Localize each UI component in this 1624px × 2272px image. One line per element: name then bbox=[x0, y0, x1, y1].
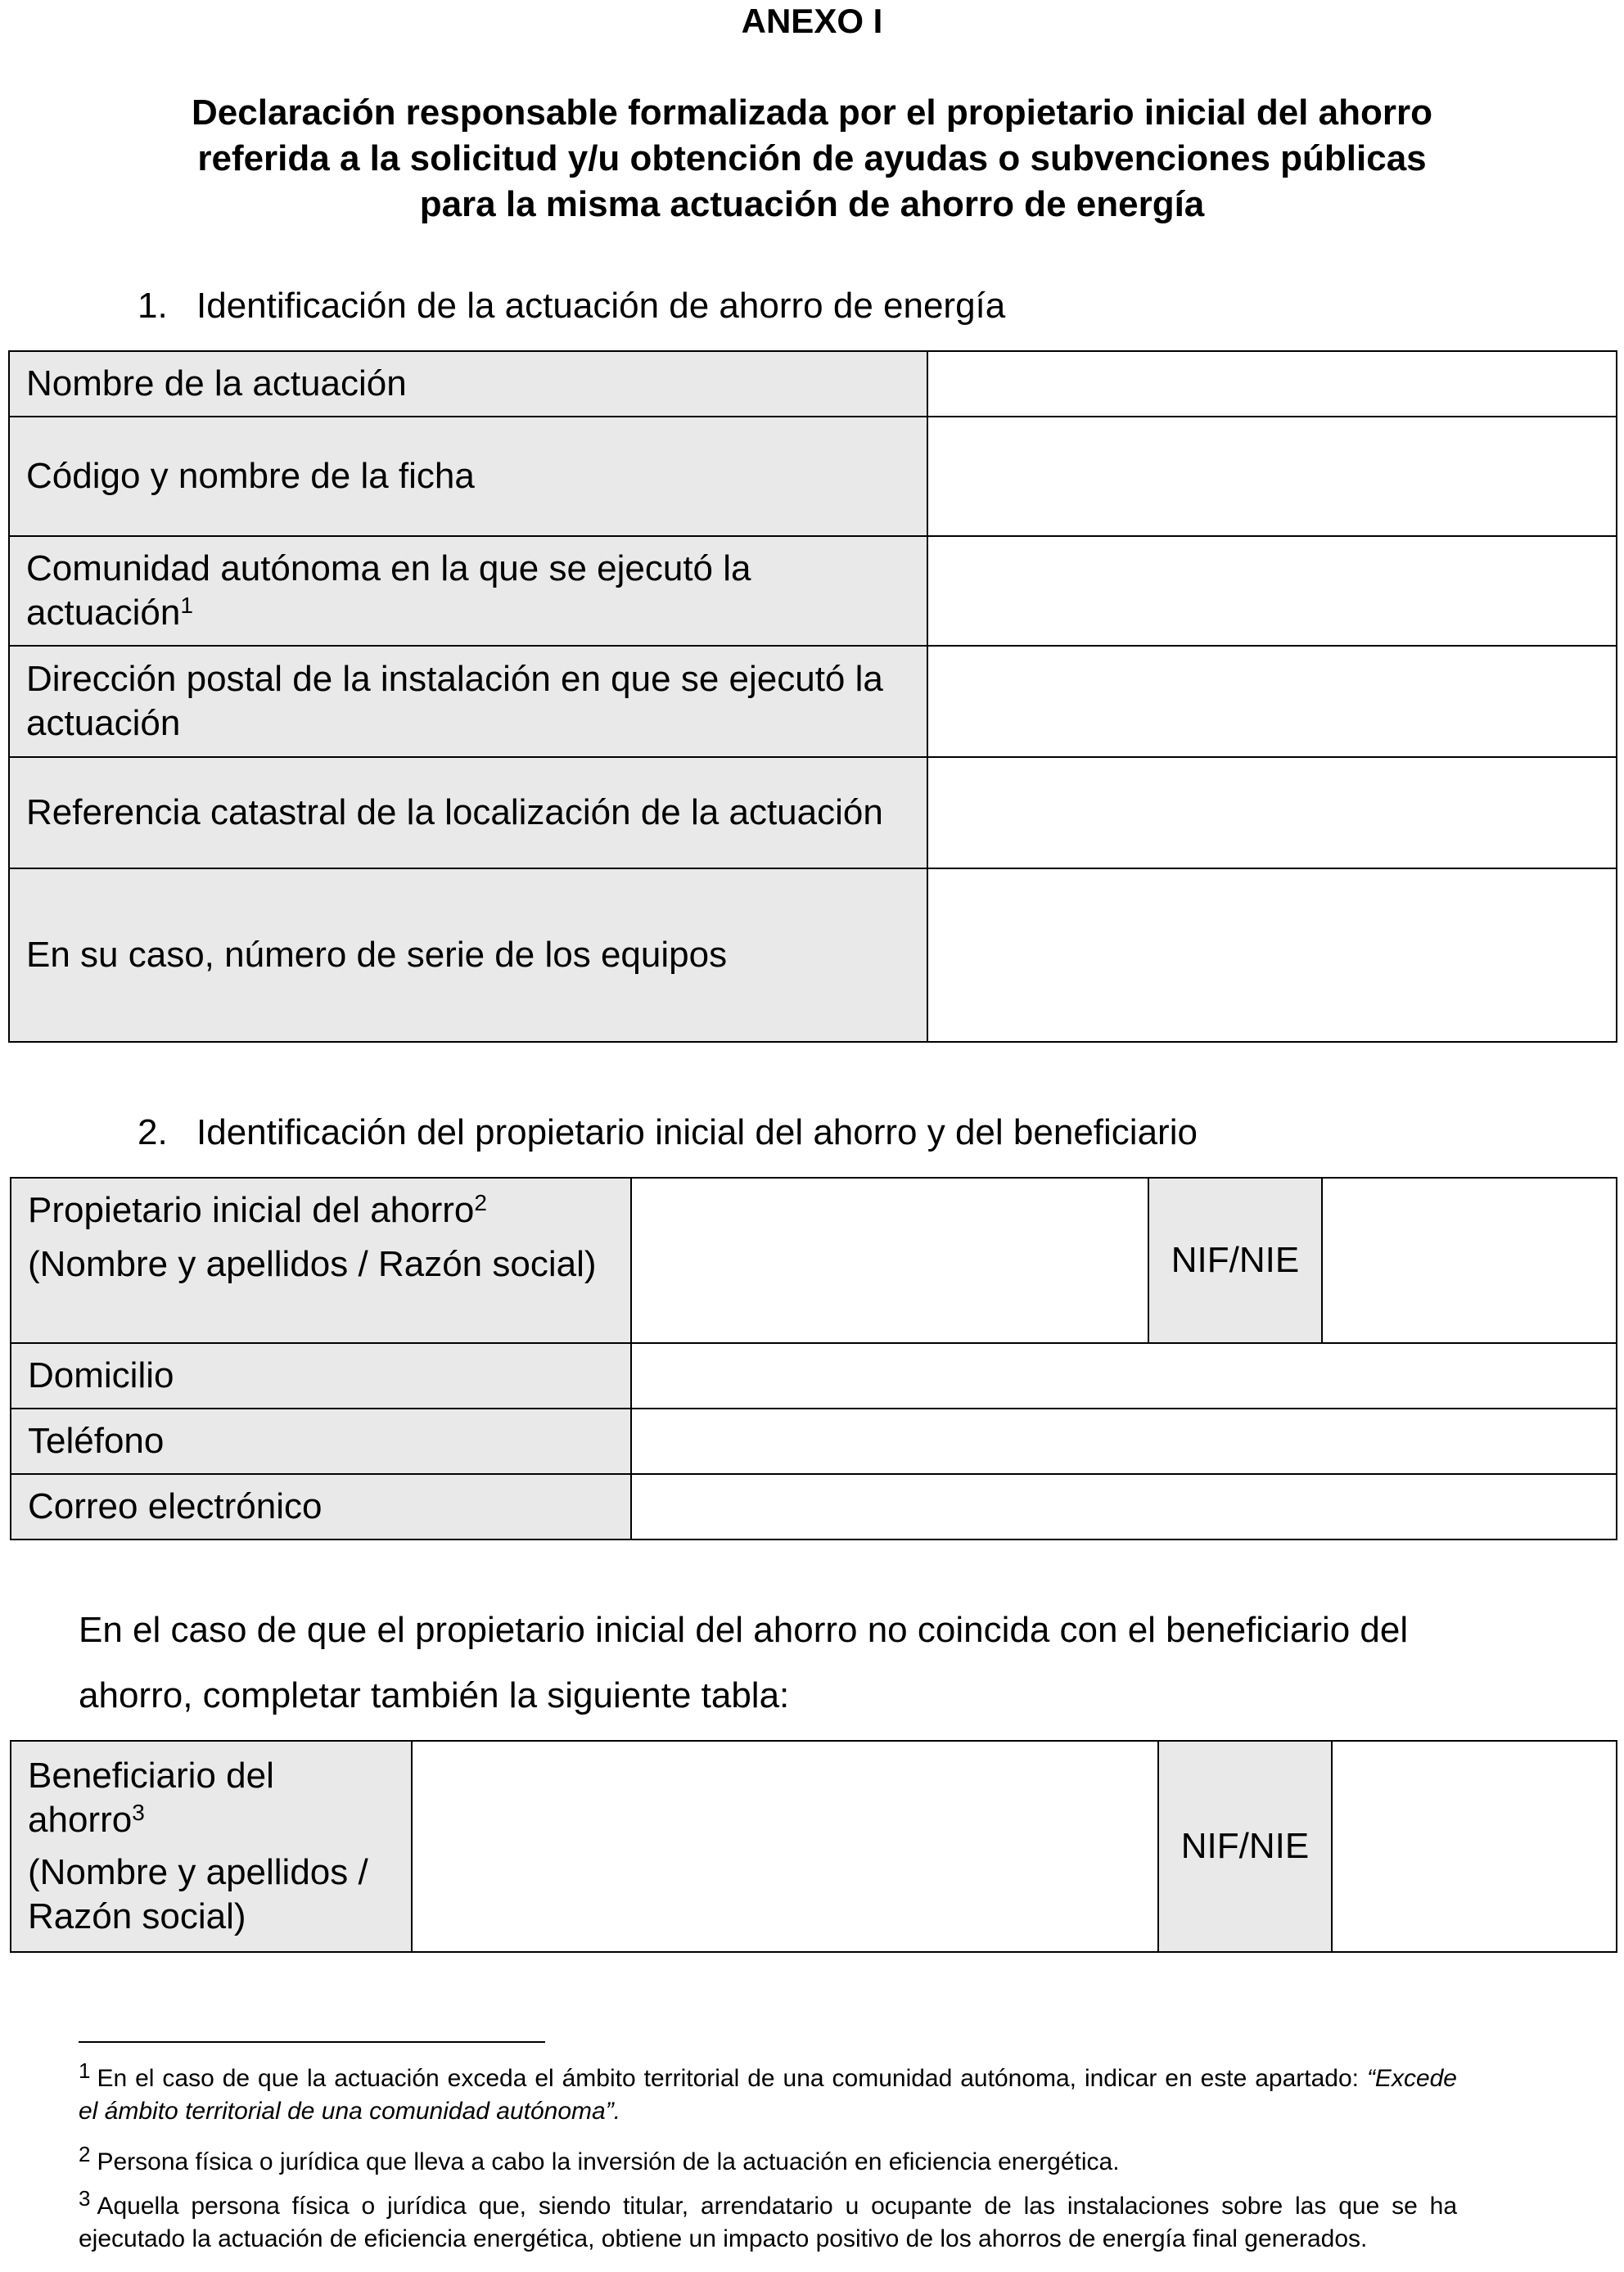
owner-label-line bbox=[28, 1188, 614, 1233]
declaration-title-line: Declaración responsable formalizada por el propietario inicial del ahorro bbox=[192, 92, 1432, 133]
footnote-text: En el caso de que la actuación exceda el ámbito territorial de una comunidad autónoma, indicar en este apartado: bbox=[97, 2065, 1359, 2092]
owner-nif-field[interactable] bbox=[1322, 1178, 1617, 1343]
footnote-ref: 1 bbox=[180, 593, 193, 618]
section2-table bbox=[10, 1177, 1617, 1540]
table-row bbox=[11, 1741, 1617, 1952]
beneficiary-nif-field[interactable] bbox=[1332, 1741, 1617, 1952]
beneficiary-label bbox=[11, 1741, 412, 1952]
footnote-3 bbox=[79, 2186, 1457, 2256]
row-label: Código y nombre de la ficha bbox=[9, 417, 927, 536]
email-field[interactable] bbox=[631, 1474, 1617, 1539]
beneficiary-name-field[interactable] bbox=[412, 1741, 1158, 1952]
instruction-text: En el caso de que el propietario inicial del ahorro no coincida con el beneficiario del ahorro, completar también la siguiente tabla: bbox=[79, 1610, 1409, 1715]
declaration-title-line: para la misma actuación de ahorro de energía bbox=[419, 184, 1205, 224]
annex-title: ANEXO I bbox=[741, 2, 883, 40]
row-value-field[interactable] bbox=[927, 757, 1617, 868]
row-label-text: Comunidad autónoma en la que se ejecutó la actuación bbox=[26, 548, 751, 633]
table-row bbox=[9, 646, 1617, 757]
table-row bbox=[9, 536, 1617, 646]
row-value-field[interactable] bbox=[927, 417, 1617, 536]
row-label: Domicilio bbox=[11, 1343, 631, 1409]
row-label bbox=[9, 536, 927, 646]
table-row bbox=[11, 1343, 1617, 1409]
footnote-ref: 2 bbox=[474, 1190, 487, 1215]
section1-table bbox=[8, 350, 1617, 1043]
section2-number: 2. bbox=[138, 1112, 168, 1152]
beneficiary-label-line bbox=[28, 1754, 395, 1842]
footnote-text: Aquella persona física o jurídica que, siendo titular, arrendatario u ocupante de las instalaciones sobre las que se ha ejecutado la actuación de eficiencia energética, obtiene un impacto positivo de los ahorros de energía final generados. bbox=[79, 2193, 1457, 2252]
row-label: En su caso, número de serie de los equipos bbox=[9, 868, 927, 1042]
table-row bbox=[11, 1474, 1617, 1539]
footnote-mark: 1 bbox=[79, 2058, 91, 2083]
section1-heading-text: Identificación de la actuación de ahorro de energía bbox=[196, 286, 1006, 326]
section2-heading bbox=[138, 1110, 1198, 1156]
owner-label-subtext: (Nombre y apellidos / Razón social) bbox=[28, 1244, 597, 1284]
footnote-text: Persona física o jurídica que lleva a cabo la inversión de la actuación en eficiencia energética. bbox=[97, 2148, 1120, 2175]
nif-label: NIF/NIE bbox=[1148, 1178, 1322, 1343]
address-field[interactable] bbox=[631, 1343, 1617, 1409]
declaration-title bbox=[0, 90, 1624, 228]
row-label: Correo electrónico bbox=[11, 1474, 631, 1539]
footnote-separator bbox=[79, 2041, 545, 2043]
table-row bbox=[9, 417, 1617, 536]
nif-label: NIF/NIE bbox=[1158, 1741, 1332, 1952]
footnote-2 bbox=[79, 2142, 1457, 2179]
table-row bbox=[9, 868, 1617, 1042]
row-value-field[interactable] bbox=[927, 536, 1617, 646]
row-value-field[interactable] bbox=[927, 351, 1617, 417]
owner-label bbox=[11, 1178, 631, 1343]
owner-name-field[interactable] bbox=[631, 1178, 1148, 1343]
table-row bbox=[11, 1178, 1617, 1343]
section1-number: 1. bbox=[138, 286, 168, 326]
row-value-field[interactable] bbox=[927, 868, 1617, 1042]
table-row bbox=[9, 351, 1617, 417]
row-label: Referencia catastral de la localización de la actuación bbox=[9, 757, 927, 868]
footnote-mark: 3 bbox=[79, 2186, 91, 2211]
row-label: Teléfono bbox=[11, 1409, 631, 1474]
footnote-1 bbox=[79, 2058, 1457, 2128]
beneficiary-table bbox=[10, 1740, 1617, 1953]
phone-field[interactable] bbox=[631, 1409, 1617, 1474]
footnote-italic-text: “Excede el ámbito territorial de una comunidad autónoma”. bbox=[79, 2065, 1457, 2125]
beneficiary-label-subtext: (Nombre y apellidos / Razón social) bbox=[28, 1852, 368, 1936]
footnote-ref: 3 bbox=[132, 1800, 145, 1825]
table-row bbox=[9, 757, 1617, 868]
table-row bbox=[11, 1409, 1617, 1474]
declaration-title-line: referida a la solicitud y/u obtención de ayudas o subvenciones públicas bbox=[197, 138, 1427, 178]
owner-label-text: Propietario inicial del ahorro bbox=[28, 1190, 475, 1230]
section2-heading-text: Identificación del propietario inicial del ahorro y del beneficiario bbox=[196, 1112, 1198, 1152]
section1-heading bbox=[138, 283, 1005, 329]
row-label: Dirección postal de la instalación en que se ejecutó la actuación bbox=[9, 646, 927, 757]
beneficiary-label-text: Beneficiario del ahorro bbox=[28, 1756, 274, 1840]
row-label: Nombre de la actuación bbox=[9, 351, 927, 417]
row-value-field[interactable] bbox=[927, 646, 1617, 757]
footnote-mark: 2 bbox=[79, 2142, 91, 2166]
